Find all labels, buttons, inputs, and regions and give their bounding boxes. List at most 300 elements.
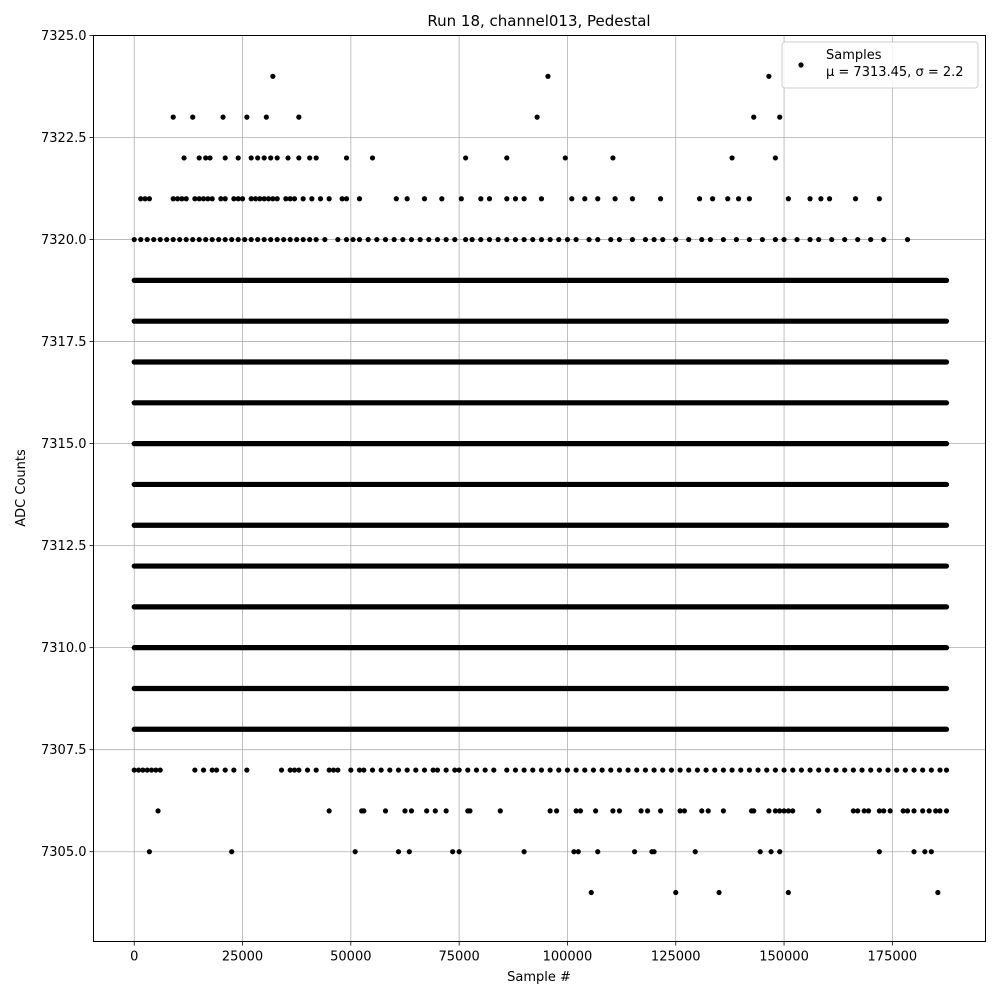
sample-point [612,196,617,201]
sample-point [610,808,615,813]
sample-point [645,808,650,813]
sample-point [773,155,778,160]
sample-point [721,767,726,772]
sample-point [504,196,509,201]
x-tick-label: 50000 [330,949,372,965]
sample-point [565,767,570,772]
sample-point [866,808,871,813]
legend [782,42,978,88]
sample-point [548,767,553,772]
sample-point [370,155,375,160]
sample-point [911,849,916,854]
sample-point [145,237,150,242]
y-tick-label: 7320.0 [41,233,87,249]
sample-point [781,237,786,242]
sample-point [786,196,791,201]
sample-point [697,196,702,201]
sample-point [409,237,414,242]
sample-point [556,767,561,772]
sample-point [658,808,663,813]
x-tick-label: 125000 [650,949,701,965]
sample-point [249,237,254,242]
sample-point [816,237,821,242]
sample-point [556,237,561,242]
sample-point [504,767,509,772]
sample-point [444,767,449,772]
sample-point [177,237,182,242]
sample-point [478,237,483,242]
sample-point [379,767,384,772]
sample-point [929,767,934,772]
sample-point [929,849,934,854]
sample-point [888,808,893,813]
x-tick-label: 150000 [759,949,809,965]
sample-point [829,237,834,242]
legend-label-name: Samples [826,48,882,63]
y-axis-label: ADC Counts [14,449,29,527]
chart-title: Run 18, channel013, Pedestal [427,12,651,30]
sample-point [240,196,245,201]
sample-point [807,196,812,201]
sample-point [868,767,873,772]
sample-point [682,808,687,813]
sample-point [595,237,600,242]
sample-point [766,74,771,79]
sample-point [911,808,916,813]
sample-point [545,74,550,79]
sample-point [758,849,763,854]
sample-point [483,767,488,772]
y-tick-label: 7307.5 [41,743,87,759]
sample-point [807,767,812,772]
sample-point [335,767,340,772]
sample-point [223,196,228,201]
sample-point [422,767,427,772]
sample-point [366,237,371,242]
sample-point [922,849,927,854]
sample-point [669,767,674,772]
sample-point [721,237,726,242]
sample-point [402,808,407,813]
legend-label-stats: μ = 7313.45, σ = 2.2 [826,65,964,80]
sample-point [498,808,503,813]
sample-point [927,808,932,813]
sample-point [855,808,860,813]
sample-point [608,767,613,772]
sample-point [275,237,280,242]
sample-point [630,196,635,201]
sample-point [396,767,401,772]
x-tick-label: 0 [130,949,139,965]
sample-point [285,155,290,160]
sample-point [344,155,349,160]
y-tick-label: 7315.0 [41,437,87,453]
sample-point [405,767,410,772]
sample-point [905,237,910,242]
sample-point [463,155,468,160]
sample-point [301,237,306,242]
sample-point [859,767,864,772]
sample-point [158,767,163,772]
sample-point [578,808,583,813]
sample-point [768,849,773,854]
sample-point [638,808,643,813]
sample-point [236,155,241,160]
y-tick-label: 7305.0 [41,845,87,861]
sample-point [786,890,791,895]
sample-point [530,767,535,772]
sample-point [309,196,314,201]
sample-point [496,237,501,242]
sample-point [400,237,405,242]
sample-point [944,767,949,772]
sample-point [530,237,535,242]
sample-point [673,890,678,895]
sample-point [413,767,418,772]
sample-point [818,196,823,201]
x-tick-label: 100000 [542,949,593,965]
sample-point [318,196,323,201]
sample-point [513,767,518,772]
legend-marker [798,62,803,67]
sample-point [634,767,639,772]
sample-point [190,115,195,120]
sample-point [736,196,741,201]
sample-point [610,155,615,160]
sample-point [816,767,821,772]
sample-point [357,237,362,242]
x-tick-label: 25000 [221,949,264,965]
sample-point [855,237,860,242]
sample-point [825,767,830,772]
sample-point [307,237,312,242]
sample-point [478,196,483,201]
sample-point [595,849,600,854]
sample-point [322,237,327,242]
sample-point [463,237,468,242]
y-tick-label: 7322.5 [41,131,87,147]
sample-point [249,155,254,160]
sample-point [268,237,273,242]
sample-point [695,767,700,772]
sample-point [361,808,366,813]
sample-point [444,237,449,242]
sample-point [296,155,301,160]
sample-point [853,196,858,201]
sample-point [203,237,208,242]
sample-point [210,196,215,201]
y-tick-label: 7312.5 [41,539,87,555]
sample-point [350,237,355,242]
sample-point [617,767,622,772]
sample-point [522,767,527,772]
sample-point [905,808,910,813]
sample-point [885,767,890,772]
sample-point [539,237,544,242]
sample-point [192,767,197,772]
sample-point [459,196,464,201]
sample-point [574,767,579,772]
sample-point [335,237,340,242]
sample-point [244,767,249,772]
sample-point [894,767,899,772]
sample-point [563,155,568,160]
sample-point [405,196,410,201]
sample-point [513,196,518,201]
sample-point [582,196,587,201]
sample-point [435,767,440,772]
sample-point [275,196,280,201]
sample-point [132,237,137,242]
sample-point [138,237,143,242]
sample-point [651,767,656,772]
sample-point [190,237,195,242]
sample-point [158,237,163,242]
sample-point [383,808,388,813]
sample-point [244,115,249,120]
sample-point [181,155,186,160]
sample-point [755,767,760,772]
sample-point [589,890,594,895]
x-tick-label: 175000 [867,949,918,965]
sample-point [396,849,401,854]
x-axis-label: Sample # [507,970,571,985]
sample-point [881,808,886,813]
sample-point [799,767,804,772]
sample-point [288,237,293,242]
sample-point [868,237,873,242]
sample-point [487,196,492,201]
sample-point [632,849,637,854]
sample-point [710,196,715,201]
sample-point [184,196,189,201]
sample-point [435,237,440,242]
sample-point [903,767,908,772]
sample-point [450,849,455,854]
sample-point [223,237,228,242]
sample-point [842,767,847,772]
sample-point [392,237,397,242]
sample-point [264,115,269,120]
y-tick-label: 7325.0 [41,29,87,44]
sample-point [686,237,691,242]
sample-point [452,237,457,242]
sample-point [383,237,388,242]
sample-point [851,767,856,772]
sample-point [357,196,362,201]
sample-point [725,196,730,201]
sample-point [827,196,832,201]
sample-point [703,767,708,772]
y-tick-label: 7317.5 [41,335,87,351]
sample-point [773,237,778,242]
sample-point [307,155,312,160]
sample-point [673,237,678,242]
sample-point [327,196,332,201]
sample-point [491,767,496,772]
sample-point [314,237,319,242]
sample-point [937,767,942,772]
sample-point [418,237,423,242]
sample-point [164,237,169,242]
x-tick-label: 75000 [438,949,480,965]
sample-point [292,196,297,201]
sample-point [155,808,160,813]
sample-point [262,155,267,160]
sample-point [439,196,444,201]
sample-point [314,155,319,160]
sample-point [344,237,349,242]
sample-point [522,849,527,854]
y-tick-label: 7310.0 [41,641,87,657]
sample-point [407,849,412,854]
sample-point [630,237,635,242]
sample-point [686,767,691,772]
sample-point [255,155,260,160]
sample-point [554,808,559,813]
sample-point [911,767,916,772]
sample-point [651,237,656,242]
sample-point [729,767,734,772]
sample-point [487,237,492,242]
sample-point [693,849,698,854]
sample-point [444,808,449,813]
sample-point [877,767,882,772]
sample-point [275,155,280,160]
sample-point [207,155,212,160]
sample-point [747,196,752,201]
sample-point [422,196,427,201]
sample-point [600,767,605,772]
sample-point [457,849,462,854]
sample-point [699,237,704,242]
sample-point [231,767,236,772]
sample-point [569,196,574,201]
sample-point [522,196,527,201]
sample-point [474,767,479,772]
sample-point [738,767,743,772]
sample-point [296,115,301,120]
sample-point [197,237,202,242]
sample-point [591,767,596,772]
sample-point [214,767,219,772]
sample-point [773,767,778,772]
sample-point [210,237,215,242]
sample-point [353,849,358,854]
sample-point [790,808,795,813]
sample-point [184,237,189,242]
sample-point [467,808,472,813]
sample-point [539,767,544,772]
sample-point [565,237,570,242]
sample-point [424,808,429,813]
sample-point [394,196,399,201]
sample-point [504,155,509,160]
sample-point [677,767,682,772]
sample-point [794,237,799,242]
sample-point [944,808,949,813]
sample-point [617,808,622,813]
sample-point [790,767,795,772]
sample-point [223,155,228,160]
sample-point [229,237,234,242]
sample-point [651,849,656,854]
sample-point [734,237,739,242]
sample-point [658,196,663,201]
sample-point [608,237,613,242]
sample-point [747,237,752,242]
sample-point [777,115,782,120]
sample-point [881,237,886,242]
sample-point [216,237,221,242]
sample-point [877,196,882,201]
sample-point [576,849,581,854]
sample-point [535,115,540,120]
sample-point [660,767,665,772]
sample-point [935,890,940,895]
sample-point [327,808,332,813]
sample-point [593,808,598,813]
sample-point [766,808,771,813]
sample-point [816,808,821,813]
sample-point [147,196,152,201]
sample-point [361,767,366,772]
sample-point [151,237,156,242]
sample-point [833,767,838,772]
sample-point [706,808,711,813]
sample-point [268,155,273,160]
sample-point [764,767,769,772]
sample-point [220,115,225,120]
sample-point [344,196,349,201]
sample-point [387,767,392,772]
sample-point [433,808,438,813]
sample-point [716,890,721,895]
sample-point [465,767,470,772]
sample-point [236,237,241,242]
sample-point [777,849,782,854]
sample-point [751,808,756,813]
sample-point [171,115,176,120]
sample-point [296,767,301,772]
sample-point [314,767,319,772]
sample-point [747,767,752,772]
sample-point [712,767,717,772]
sample-point [920,767,925,772]
sample-point [201,767,206,772]
sample-point [197,155,202,160]
sample-point [548,237,553,242]
sample-point [504,237,509,242]
sample-point [582,767,587,772]
sample-point [937,808,942,813]
sample-point [223,767,228,772]
sample-point [294,237,299,242]
sample-point [171,237,176,242]
sample-point [457,767,462,772]
sample-point [643,767,648,772]
sample-point [617,237,622,242]
sample-point [807,237,812,242]
sample-point [242,237,247,242]
sample-point [262,237,267,242]
sample-point [255,237,260,242]
sample-point [539,196,544,201]
sample-point [660,237,665,242]
sample-point [409,808,414,813]
sample-point [279,767,284,772]
sample-point [625,767,630,772]
